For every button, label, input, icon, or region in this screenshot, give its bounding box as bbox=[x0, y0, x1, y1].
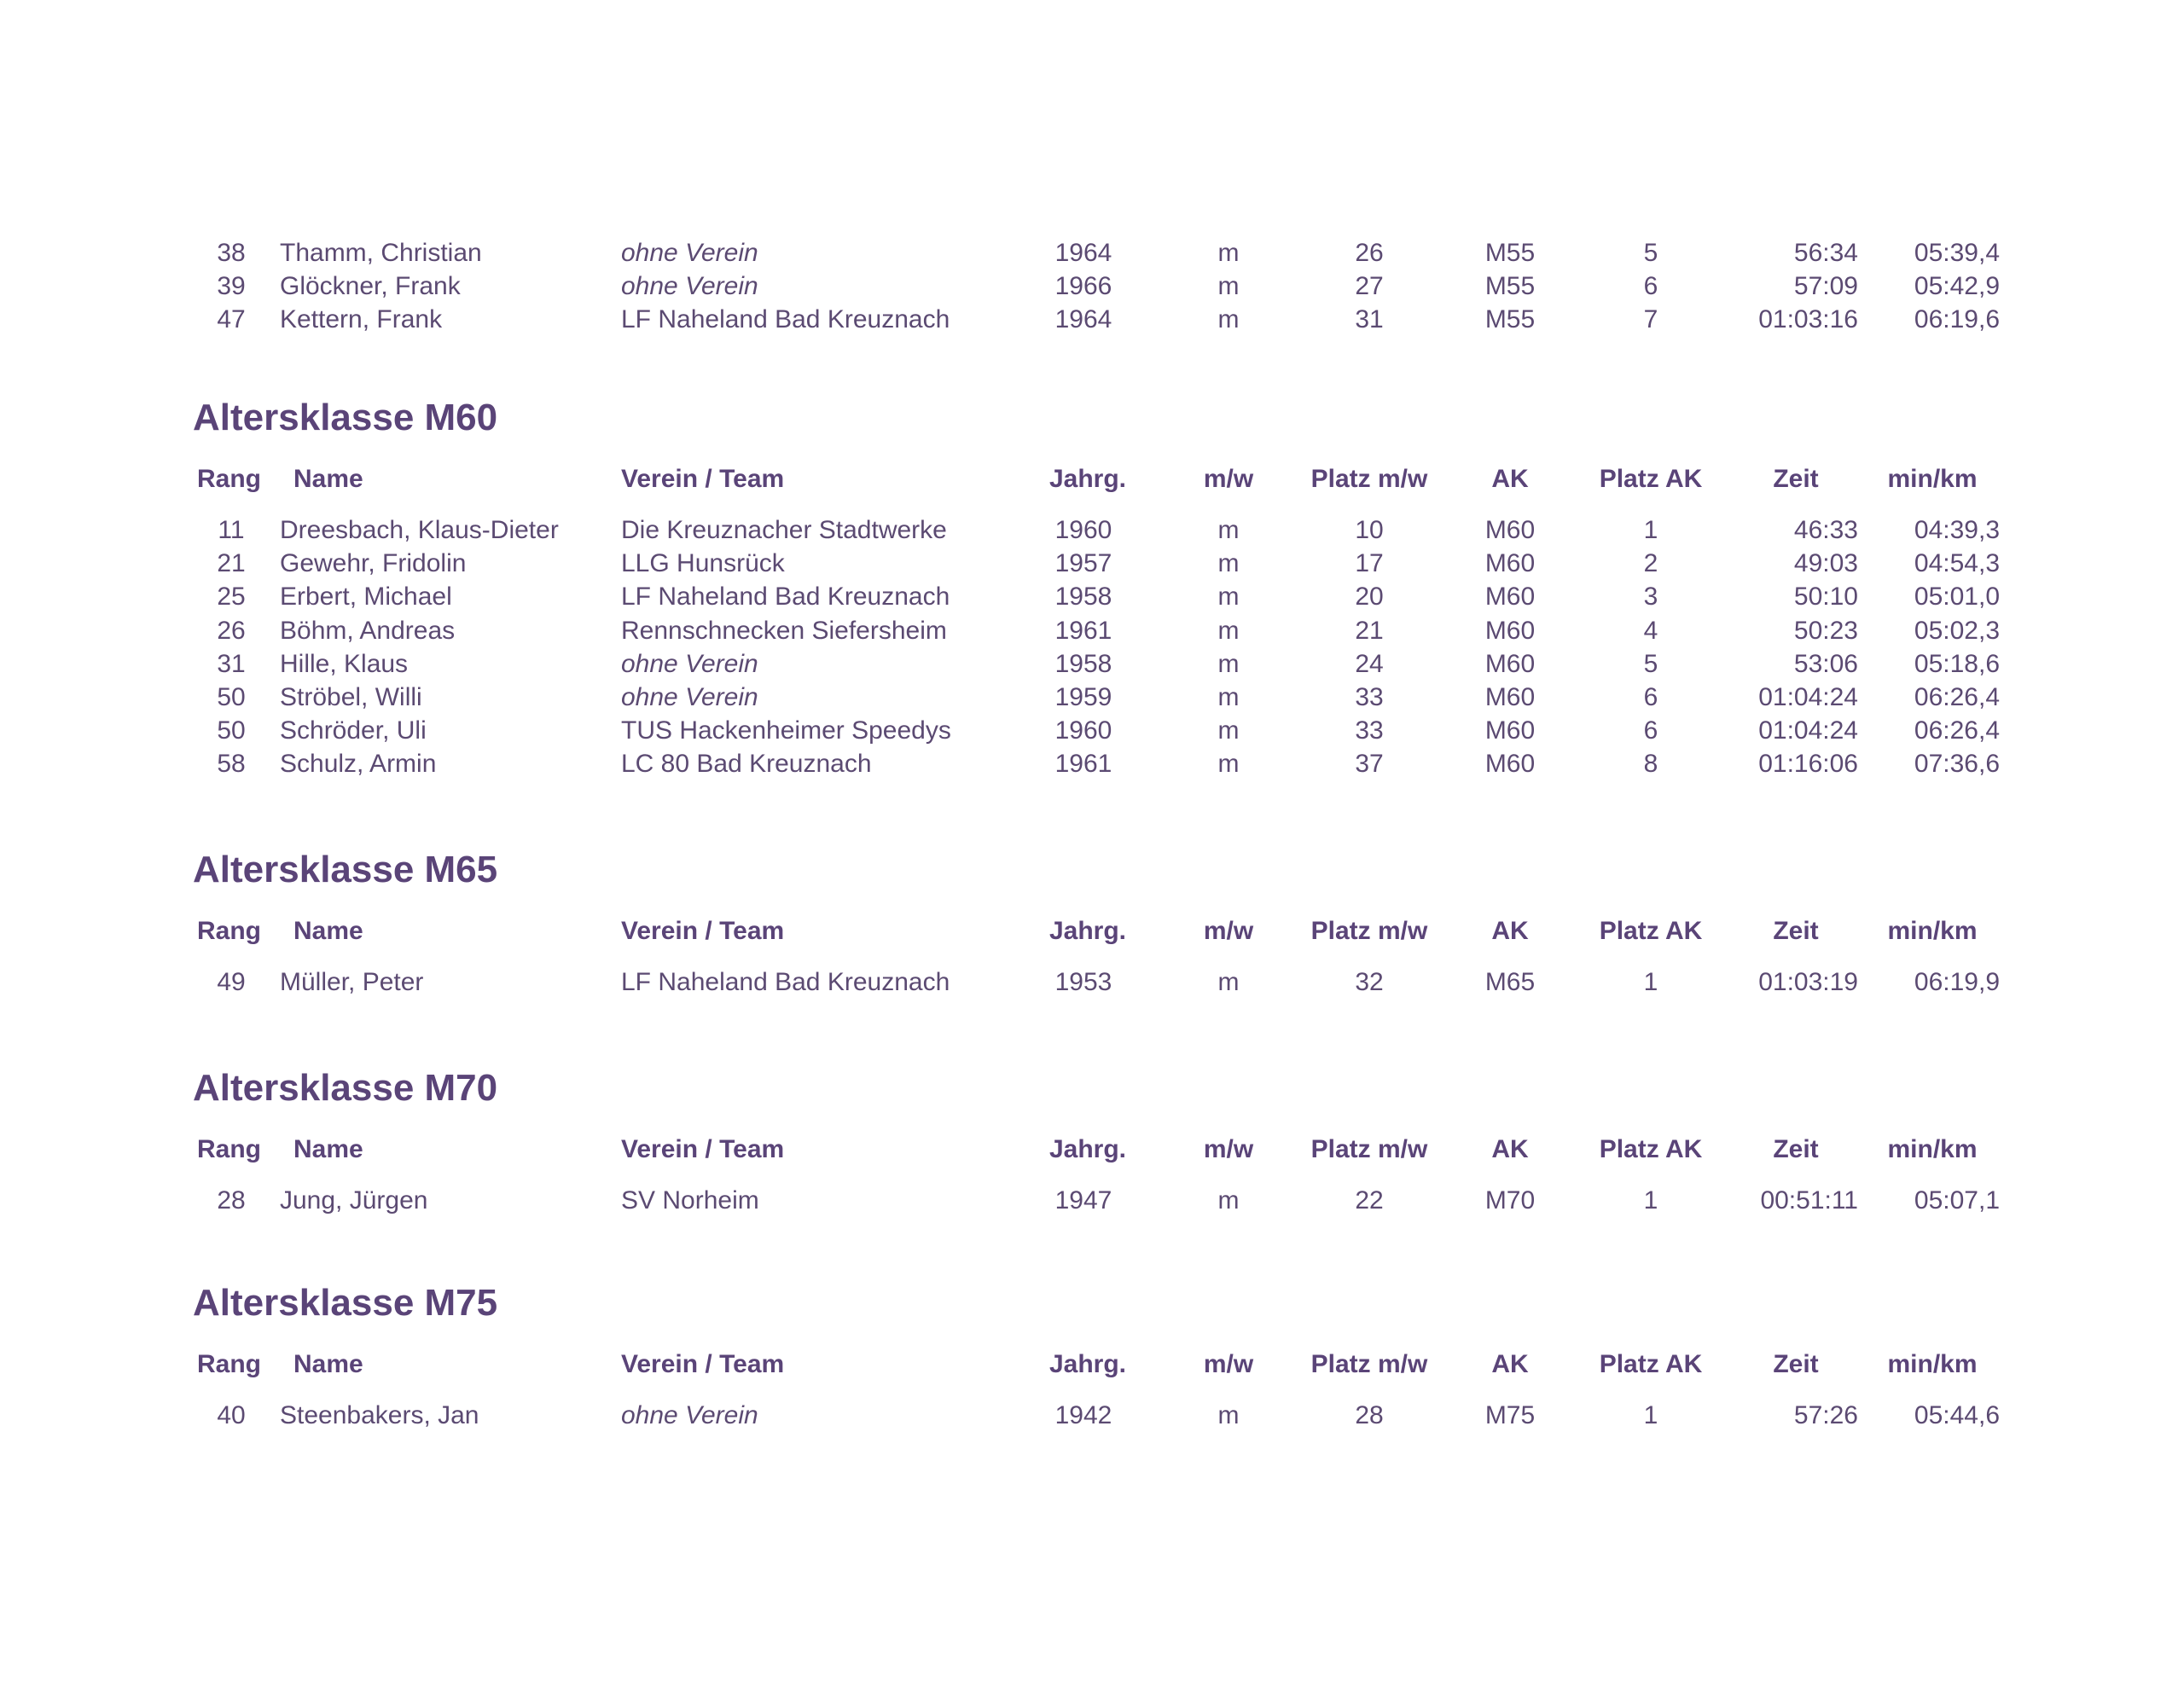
table-row bbox=[0, 513, 2184, 548]
age-class-place: 3 bbox=[1643, 583, 1658, 612]
pace: 05:07,1 bbox=[1914, 1186, 2000, 1215]
age-class: M65 bbox=[1484, 968, 1536, 996]
gender: m bbox=[1217, 549, 1240, 578]
header-finish-time: Zeit bbox=[1773, 917, 1819, 945]
pace: 05:44,6 bbox=[1914, 1401, 2000, 1429]
age-class: M55 bbox=[1484, 272, 1536, 301]
birth-year: 1942 bbox=[1054, 1401, 1112, 1429]
age-class-place: 2 bbox=[1643, 549, 1658, 578]
birth-year: 1961 bbox=[1054, 616, 1112, 645]
rank-cell: 38 bbox=[217, 239, 246, 267]
header-age-class: AK bbox=[1491, 1135, 1529, 1163]
finish-time: 53:06 bbox=[1793, 649, 1858, 678]
birth-year: 1953 bbox=[1054, 968, 1112, 996]
table-row bbox=[0, 270, 2184, 304]
club-name: LF Naheland Bad Kreuznach bbox=[621, 583, 950, 612]
runner-name: Glöckner, Frank bbox=[280, 272, 461, 301]
gender-place: 24 bbox=[1355, 649, 1384, 678]
header-birth-year: Jahrg. bbox=[1048, 1135, 1127, 1163]
gender-place: 22 bbox=[1355, 1186, 1384, 1215]
header-pace: min/km bbox=[1887, 465, 1978, 493]
age-class-place: 1 bbox=[1643, 968, 1658, 996]
finish-time: 01:16:06 bbox=[1758, 750, 1858, 779]
header-runner-name: Name bbox=[293, 465, 363, 493]
gender-place: 33 bbox=[1355, 683, 1384, 711]
finish-time: 01:04:24 bbox=[1758, 716, 1858, 745]
runner-name: Thamm, Christian bbox=[280, 239, 482, 267]
runner-name: Müller, Peter bbox=[280, 968, 424, 996]
table-row bbox=[0, 1399, 2184, 1433]
header-gender-place: Platz m/w bbox=[1310, 1135, 1428, 1163]
table-header bbox=[0, 1133, 2184, 1167]
gender-place: 21 bbox=[1355, 616, 1384, 645]
finish-time: 50:10 bbox=[1793, 583, 1858, 612]
rank-cell: 39 bbox=[217, 272, 246, 301]
header-gender: m/w bbox=[1203, 1350, 1254, 1378]
gender-place: 31 bbox=[1355, 305, 1384, 334]
gender-place: 20 bbox=[1355, 583, 1384, 612]
header-gender-place: Platz m/w bbox=[1310, 917, 1428, 945]
header-club-name: Verein / Team bbox=[621, 1350, 785, 1378]
pace: 05:18,6 bbox=[1914, 649, 2000, 678]
age-class: M60 bbox=[1484, 750, 1536, 779]
gender-place: 26 bbox=[1355, 239, 1384, 267]
gender: m bbox=[1217, 1186, 1240, 1215]
age-class: M55 bbox=[1484, 305, 1536, 334]
gender: m bbox=[1217, 683, 1240, 711]
age-class: M55 bbox=[1484, 239, 1536, 267]
gender-place: 17 bbox=[1355, 549, 1384, 578]
header-age-class-place: Platz AK bbox=[1599, 917, 1703, 945]
birth-year: 1958 bbox=[1054, 583, 1112, 612]
runner-name: Dreesbach, Klaus-Dieter bbox=[280, 516, 559, 544]
section-title: Altersklasse M75 bbox=[193, 1282, 498, 1324]
header-birth-year: Jahrg. bbox=[1048, 917, 1127, 945]
gender: m bbox=[1217, 716, 1240, 745]
header-club-name: Verein / Team bbox=[621, 1135, 785, 1163]
club-name: ohne Verein bbox=[621, 272, 758, 301]
header-age-class-place: Platz AK bbox=[1599, 465, 1703, 493]
age-class-place: 5 bbox=[1643, 239, 1658, 267]
age-class: M60 bbox=[1484, 516, 1536, 544]
gender-place: 28 bbox=[1355, 1401, 1384, 1429]
table-row bbox=[0, 303, 2184, 337]
header-runner-name: Name bbox=[293, 1135, 363, 1163]
gender-place: 37 bbox=[1355, 750, 1384, 779]
rank-cell: 50 bbox=[217, 683, 246, 711]
age-class-place: 7 bbox=[1643, 305, 1658, 334]
table-row bbox=[0, 580, 2184, 614]
runner-name: Ströbel, Willi bbox=[280, 683, 422, 711]
birth-year: 1947 bbox=[1054, 1186, 1112, 1215]
table-row bbox=[0, 647, 2184, 681]
header-finish-time: Zeit bbox=[1773, 465, 1819, 493]
table-row bbox=[0, 681, 2184, 715]
pace: 05:39,4 bbox=[1914, 239, 2000, 267]
gender: m bbox=[1217, 239, 1240, 267]
header-pace: min/km bbox=[1887, 1135, 1978, 1163]
rank-cell: 21 bbox=[217, 549, 246, 578]
header-gender: m/w bbox=[1203, 465, 1254, 493]
birth-year: 1964 bbox=[1054, 305, 1112, 334]
birth-year: 1960 bbox=[1054, 516, 1112, 544]
header-runner-name: Name bbox=[293, 1350, 363, 1378]
rank-cell: 40 bbox=[217, 1401, 246, 1429]
gender: m bbox=[1217, 616, 1240, 645]
rank-cell: 25 bbox=[217, 583, 246, 612]
table-header bbox=[0, 462, 2184, 496]
gender-place: 10 bbox=[1355, 516, 1384, 544]
table-row bbox=[0, 714, 2184, 748]
finish-time: 57:26 bbox=[1793, 1401, 1858, 1429]
pace: 07:36,6 bbox=[1914, 750, 2000, 779]
header-finish-time: Zeit bbox=[1773, 1350, 1819, 1378]
pace: 06:19,6 bbox=[1914, 305, 2000, 334]
birth-year: 1960 bbox=[1054, 716, 1112, 745]
header-rank-cell: Rang bbox=[197, 1135, 261, 1163]
rank-cell: 47 bbox=[217, 305, 246, 334]
finish-time: 46:33 bbox=[1793, 516, 1858, 544]
finish-time: 01:04:24 bbox=[1758, 683, 1858, 711]
finish-time: 49:03 bbox=[1793, 549, 1858, 578]
gender-place: 32 bbox=[1355, 968, 1384, 996]
pace: 06:19,9 bbox=[1914, 968, 2000, 996]
gender: m bbox=[1217, 583, 1240, 612]
gender: m bbox=[1217, 649, 1240, 678]
birth-year: 1959 bbox=[1054, 683, 1112, 711]
club-name: LF Naheland Bad Kreuznach bbox=[621, 968, 950, 996]
runner-name: Hille, Klaus bbox=[280, 649, 409, 678]
header-rank-cell: Rang bbox=[197, 1350, 261, 1378]
gender: m bbox=[1217, 1401, 1240, 1429]
section-title: Altersklasse M65 bbox=[193, 849, 498, 890]
pace: 05:02,3 bbox=[1914, 616, 2000, 645]
header-birth-year: Jahrg. bbox=[1048, 465, 1127, 493]
birth-year: 1966 bbox=[1054, 272, 1112, 301]
pace: 05:42,9 bbox=[1914, 272, 2000, 301]
header-age-class: AK bbox=[1491, 917, 1529, 945]
table-header bbox=[0, 914, 2184, 948]
pace: 06:26,4 bbox=[1914, 716, 2000, 745]
finish-time: 56:34 bbox=[1793, 239, 1858, 267]
age-class-place: 1 bbox=[1643, 1186, 1658, 1215]
birth-year: 1961 bbox=[1054, 750, 1112, 779]
age-class-place: 1 bbox=[1643, 516, 1658, 544]
age-class: M60 bbox=[1484, 549, 1536, 578]
header-age-class: AK bbox=[1491, 1350, 1529, 1378]
rank-cell: 11 bbox=[218, 516, 245, 544]
club-name: TUS Hackenheimer Speedys bbox=[621, 716, 951, 745]
club-name: Die Kreuznacher Stadtwerke bbox=[621, 516, 947, 544]
section-title: Altersklasse M70 bbox=[193, 1067, 498, 1109]
age-class: M60 bbox=[1484, 716, 1536, 745]
header-birth-year: Jahrg. bbox=[1048, 1350, 1127, 1378]
header-gender: m/w bbox=[1203, 1135, 1254, 1163]
club-name: ohne Verein bbox=[621, 1401, 758, 1429]
rank-cell: 28 bbox=[217, 1186, 246, 1215]
club-name: ohne Verein bbox=[621, 239, 758, 267]
header-pace: min/km bbox=[1887, 1350, 1978, 1378]
age-class: M60 bbox=[1484, 616, 1536, 645]
age-class: M60 bbox=[1484, 583, 1536, 612]
finish-time: 01:03:19 bbox=[1758, 968, 1858, 996]
age-class: M70 bbox=[1484, 1186, 1536, 1215]
age-class-place: 4 bbox=[1643, 616, 1658, 645]
table-row bbox=[0, 236, 2184, 270]
header-gender: m/w bbox=[1203, 917, 1254, 945]
header-rank-cell: Rang bbox=[197, 917, 261, 945]
header-age-class-place: Platz AK bbox=[1599, 1135, 1703, 1163]
header-gender-place: Platz m/w bbox=[1310, 1350, 1428, 1378]
runner-name: Steenbakers, Jan bbox=[280, 1401, 479, 1429]
gender: m bbox=[1217, 516, 1240, 544]
header-club-name: Verein / Team bbox=[621, 917, 785, 945]
rank-cell: 58 bbox=[217, 750, 246, 779]
table-row bbox=[0, 1184, 2184, 1218]
runner-name: Jung, Jürgen bbox=[280, 1186, 428, 1215]
runner-name: Schröder, Uli bbox=[280, 716, 427, 745]
header-age-class: AK bbox=[1491, 465, 1529, 493]
pace: 04:54,3 bbox=[1914, 549, 2000, 578]
age-class: M75 bbox=[1484, 1401, 1536, 1429]
rank-cell: 49 bbox=[217, 968, 246, 996]
header-rank-cell: Rang bbox=[197, 465, 261, 493]
runner-name: Erbert, Michael bbox=[280, 583, 452, 612]
header-gender-place: Platz m/w bbox=[1310, 465, 1428, 493]
rank-cell: 31 bbox=[217, 649, 246, 678]
pace: 04:39,3 bbox=[1914, 516, 2000, 544]
age-class-place: 8 bbox=[1643, 750, 1658, 779]
runner-name: Kettern, Frank bbox=[280, 305, 443, 334]
header-club-name: Verein / Team bbox=[621, 465, 785, 493]
header-runner-name: Name bbox=[293, 917, 363, 945]
table-row bbox=[0, 547, 2184, 581]
pace: 06:26,4 bbox=[1914, 683, 2000, 711]
club-name: Rennschnecken Siefersheim bbox=[621, 616, 947, 645]
gender-place: 27 bbox=[1355, 272, 1384, 301]
club-name: ohne Verein bbox=[621, 649, 758, 678]
table-row bbox=[0, 747, 2184, 781]
finish-time: 50:23 bbox=[1793, 616, 1858, 645]
club-name: LF Naheland Bad Kreuznach bbox=[621, 305, 950, 334]
birth-year: 1958 bbox=[1054, 649, 1112, 678]
finish-time: 57:09 bbox=[1793, 272, 1858, 301]
age-class-place: 1 bbox=[1643, 1401, 1658, 1429]
age-class-place: 6 bbox=[1643, 716, 1658, 745]
rank-cell: 26 bbox=[217, 616, 246, 645]
birth-year: 1964 bbox=[1054, 239, 1112, 267]
table-header bbox=[0, 1348, 2184, 1382]
club-name: ohne Verein bbox=[621, 683, 758, 711]
header-age-class-place: Platz AK bbox=[1599, 1350, 1703, 1378]
section-title: Altersklasse M60 bbox=[193, 397, 498, 438]
club-name: SV Norheim bbox=[621, 1186, 759, 1215]
birth-year: 1957 bbox=[1054, 549, 1112, 578]
gender: m bbox=[1217, 750, 1240, 779]
rank-cell: 50 bbox=[217, 716, 246, 745]
finish-time: 00:51:11 bbox=[1760, 1186, 1858, 1215]
pace: 05:01,0 bbox=[1914, 583, 2000, 612]
runner-name: Böhm, Andreas bbox=[280, 616, 456, 645]
club-name: LLG Hunsrück bbox=[621, 549, 785, 578]
gender: m bbox=[1217, 272, 1240, 301]
age-class: M60 bbox=[1484, 649, 1536, 678]
table-row bbox=[0, 965, 2184, 1000]
gender: m bbox=[1217, 968, 1240, 996]
gender: m bbox=[1217, 305, 1240, 334]
age-class: M60 bbox=[1484, 683, 1536, 711]
club-name: LC 80 Bad Kreuznach bbox=[621, 750, 872, 779]
header-pace: min/km bbox=[1887, 917, 1978, 945]
gender-place: 33 bbox=[1355, 716, 1384, 745]
runner-name: Gewehr, Fridolin bbox=[280, 549, 467, 578]
table-row bbox=[0, 614, 2184, 648]
age-class-place: 6 bbox=[1643, 683, 1658, 711]
age-class-place: 5 bbox=[1643, 649, 1658, 678]
finish-time: 01:03:16 bbox=[1758, 305, 1858, 334]
runner-name: Schulz, Armin bbox=[280, 750, 437, 779]
age-class-place: 6 bbox=[1643, 272, 1658, 301]
header-finish-time: Zeit bbox=[1773, 1135, 1819, 1163]
